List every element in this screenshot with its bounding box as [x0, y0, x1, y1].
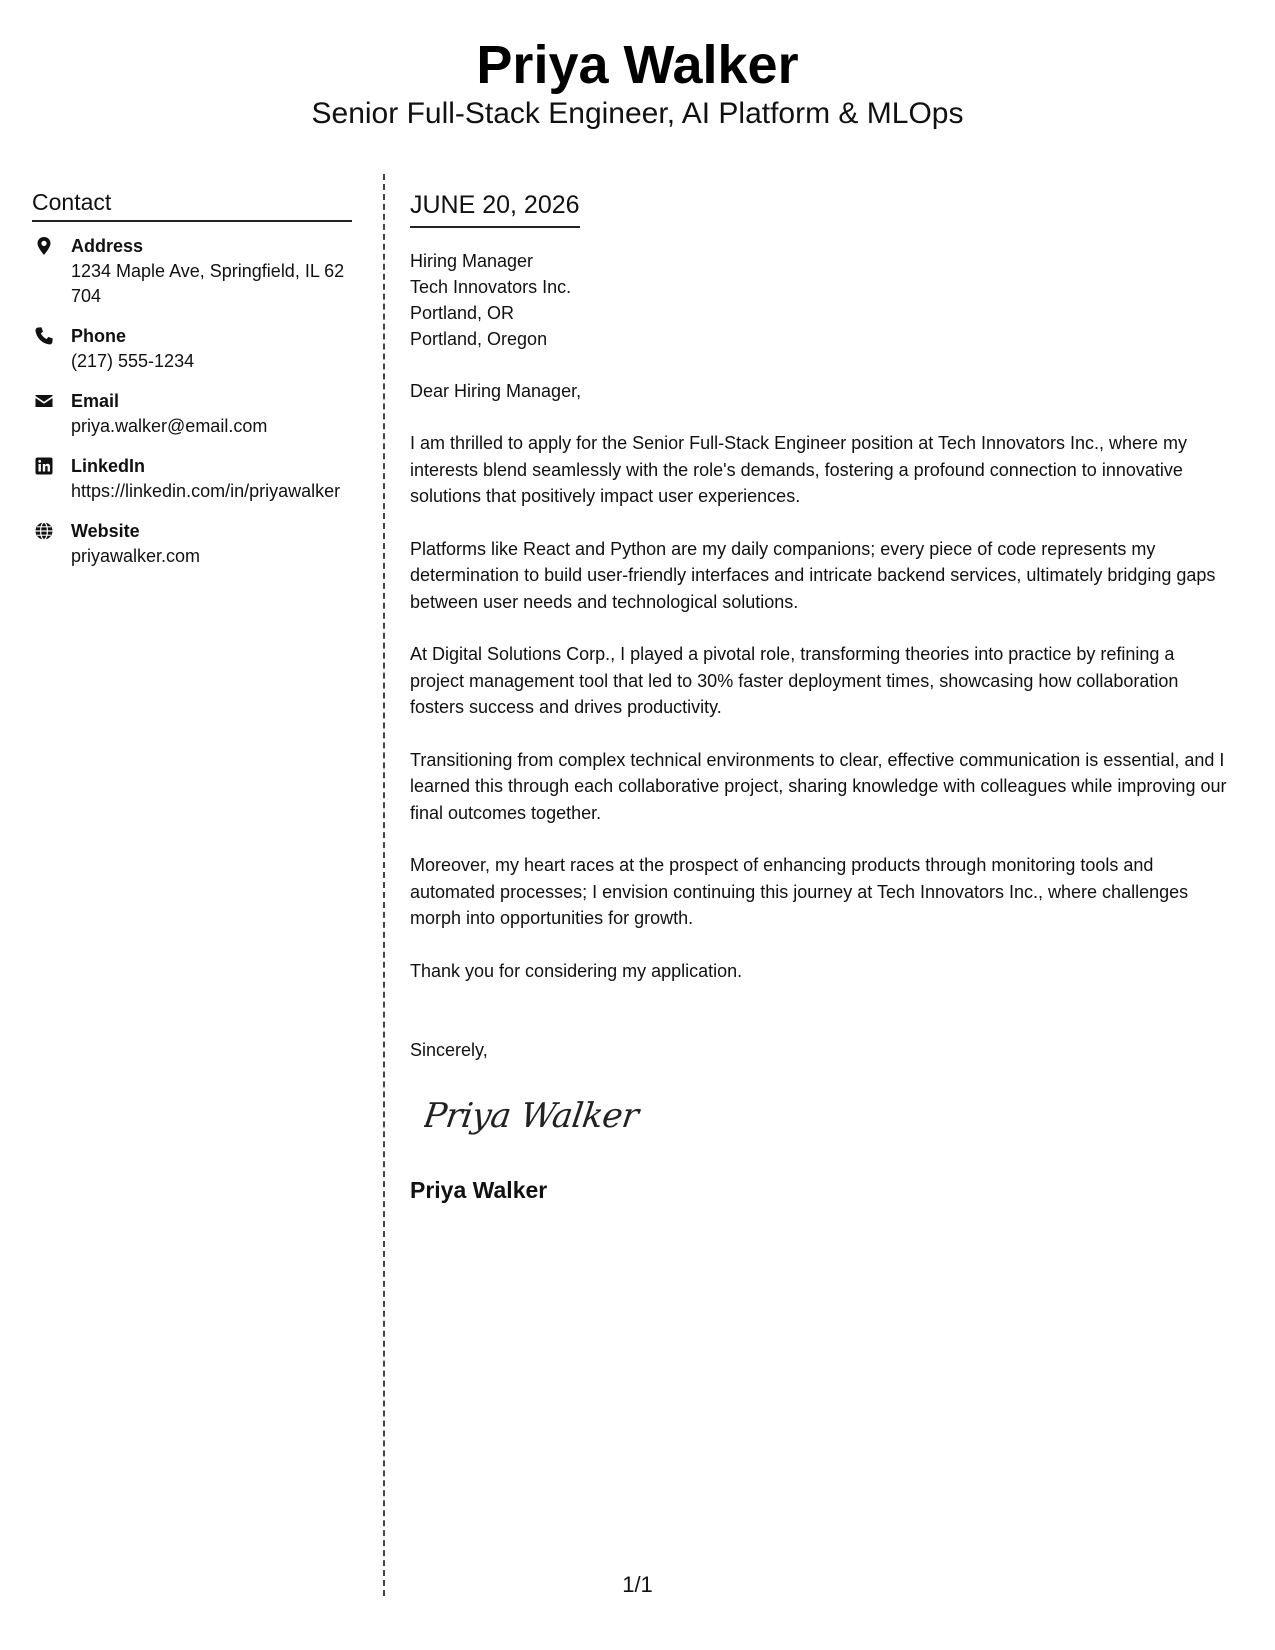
- recipient-line: Tech Innovators Inc.: [410, 277, 572, 297]
- email-value: priya.walker@email.com: [71, 416, 268, 436]
- phone-value: (217) 555-1234: [71, 351, 195, 371]
- linkedin-value: https://linkedin.com/in/priyawalker: [71, 481, 341, 501]
- body-paragraph: Moreover, my heart races at the prospect of enhancing products through monitoring tools and automated processes; I envision continuing this journey at Tech Innovators Inc., where challenges morph into opportunities for growth.: [410, 855, 1189, 928]
- body-paragraph: Platforms like React and Python are my daily companions; every piece of code represents my determination to build user-friendly interfaces and intricate backend services, ultimately bridging gaps between user needs and technological solutions.: [410, 538, 1216, 612]
- contact-label: Email: [71, 391, 120, 411]
- signed-name: Priya Walker: [410, 1177, 548, 1203]
- body-paragraph: I am thrilled to apply for the Senior Full-Stack Engineer position at Tech Innovators Inc., where my interests blend seamlessly with the role's demands, fostering a profound connection to innovative solutions that positively impact user experiences.: [410, 433, 1188, 506]
- job-title: Senior Full-Stack Engineer, AI Platform & MLOps: [311, 97, 964, 130]
- globe-icon: [34, 521, 54, 541]
- column-divider: [383, 174, 385, 1596]
- greeting: Dear Hiring Manager,: [410, 381, 582, 401]
- body-paragraph: Transitioning from complex technical environments to clear, effective communication is essential, and I learned this through each collaborative project, sharing knowledge with colleagues while improving our final outcomes together.: [410, 749, 1227, 823]
- letter-date: JUNE 20, 2026: [410, 186, 580, 228]
- website-value: priyawalker.com: [71, 546, 201, 566]
- contact-label: Website: [71, 521, 140, 541]
- candidate-name: Priya Walker: [476, 35, 799, 95]
- body-paragraph: At Digital Solutions Corp., I played a pivotal role, transforming theories into practice by refining a project management tool that led to 30% faster deployment times, showcasing how collaboration fosters success and drives productivity.: [410, 644, 1179, 717]
- handwritten-signature: [424, 1085, 664, 1145]
- contact-item-linkedin: [32, 454, 352, 504]
- contact-item-email: [32, 389, 352, 439]
- envelope-icon: [34, 391, 54, 411]
- contact-item-address: [32, 234, 352, 309]
- recipient-line: Portland, Oregon: [410, 329, 548, 349]
- map-pin-icon: [34, 236, 54, 256]
- contact-sidebar: [32, 186, 352, 584]
- contact-label: LinkedIn: [71, 456, 146, 476]
- closing: Sincerely,: [410, 1040, 488, 1060]
- recipient-line: Portland, OR: [410, 303, 515, 323]
- contact-item-phone: [32, 324, 352, 374]
- contact-label: Address: [71, 236, 144, 256]
- linkedin-icon: [34, 456, 54, 476]
- contact-item-website: [32, 519, 352, 569]
- recipient-line: Hiring Manager: [410, 251, 534, 271]
- letter-body: [410, 186, 1230, 1206]
- address-value: 1234 Maple Ave, Springfield, IL 62704: [71, 261, 345, 306]
- page-number: 1/1: [622, 1572, 653, 1597]
- body-paragraph: Thank you for considering my application.: [410, 960, 743, 981]
- contact-heading: Contact: [32, 186, 352, 222]
- recipient-block: [410, 248, 1230, 352]
- contact-label: Phone: [71, 326, 127, 346]
- svg-text:Priya Walker: Priya Walker: [424, 1096, 641, 1136]
- phone-icon: [34, 326, 54, 346]
